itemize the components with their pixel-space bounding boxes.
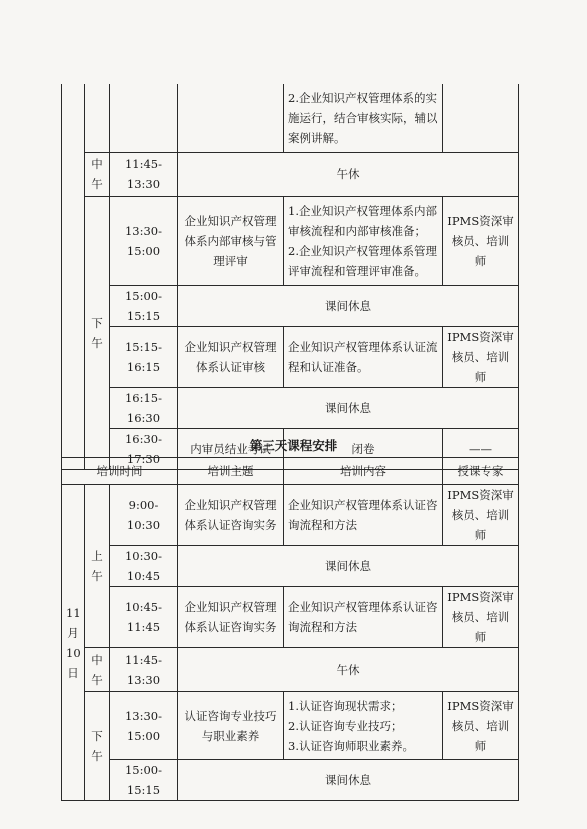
period-cell [85, 152, 110, 196]
topic-cell: 企业知识产权管理体系认证审核 [178, 326, 284, 387]
page-title: 第三天课程安排 [249, 438, 338, 453]
date-text: 日 [67, 665, 79, 680]
table-row [62, 648, 519, 692]
period-text: 中 [91, 157, 103, 171]
table-row [62, 485, 519, 546]
expert-cell: IPMS资深审核员、培训师 [443, 196, 519, 285]
header-cell: 培训内容 [284, 458, 443, 485]
header-cell: 授课专家 [443, 458, 519, 485]
expert-cell [443, 84, 519, 152]
period-cell [85, 84, 110, 152]
time-cell [110, 84, 178, 152]
table-row [62, 546, 519, 587]
expert-cell: IPMS资深审核员、培训师 [443, 692, 519, 760]
time-cell: 10:30-10:45 [110, 546, 178, 587]
date-text: 10 [66, 645, 81, 660]
period-text: 午 [91, 672, 103, 687]
date-cell [62, 84, 85, 469]
period-cell [85, 196, 110, 469]
lunch-break-cell: 午休 [178, 648, 519, 692]
expert-cell: IPMS资深审核员、培训师 [443, 587, 519, 648]
content-cell: 企业知识产权管理体系认证咨询流程和方法 [284, 587, 443, 648]
date-text: 月 [67, 625, 79, 640]
topic-cell: 内审员结业考试 [178, 428, 284, 469]
period-text: 午 [91, 335, 103, 350]
break-cell: 课间休息 [178, 285, 519, 326]
period-text: 下 [91, 729, 103, 743]
time-cell: 11:45-13:30 [110, 152, 178, 196]
content-text: 1.企业知识产权管理体系内部审核流程和内部审核准备； [288, 203, 437, 238]
table-row [62, 387, 519, 428]
table-row [62, 196, 519, 285]
date-cell [62, 485, 85, 801]
content-cell [284, 196, 443, 285]
content-text: 2.企业知识产权管理体系管理评审流程和管理评审准备。 [288, 243, 437, 278]
table-row [62, 84, 519, 152]
time-cell: 16:15-16:30 [110, 387, 178, 428]
topic-cell [178, 84, 284, 152]
period-text: 午 [91, 177, 103, 191]
header-cell: 培训主题 [178, 458, 284, 485]
table-row [62, 692, 519, 760]
time-cell: 16:30-17:30 [110, 428, 178, 469]
time-cell: 10:45-11:45 [110, 587, 178, 648]
period-cell [85, 485, 110, 648]
topic-cell: 企业知识产权管理体系认证咨询实务 [178, 587, 284, 648]
content-text: 企业知识产权管理体系认证流程和认证准备。 [288, 339, 438, 374]
time-cell: 15:15-16:15 [110, 326, 178, 387]
time-cell: 13:30-15:00 [110, 692, 178, 760]
content-text: 3.认证咨询师职业素养。 [288, 738, 414, 753]
date-text: 11 [66, 605, 81, 620]
content-cell [284, 692, 443, 760]
break-cell: 课间休息 [178, 760, 519, 801]
topic-cell: 企业知识产权管理体系认证咨询实务 [178, 485, 284, 546]
lunch-break-cell: 午休 [178, 152, 519, 196]
period-text: 中 [91, 652, 103, 667]
table-row [62, 326, 519, 387]
content-cell: 企业知识产权管理体系认证咨询流程和方法 [284, 485, 443, 546]
header-cell: 培训时间 [62, 458, 178, 485]
period-text: 上 [91, 549, 103, 563]
period-text: 下 [91, 315, 103, 330]
break-cell: 课间休息 [178, 387, 519, 428]
time-cell: 11:45-13:30 [110, 648, 178, 692]
table-row [62, 285, 519, 326]
time-cell: 9:00-10:30 [110, 485, 178, 546]
schedule-table-day2 [61, 84, 519, 470]
content-cell: 闭卷 [284, 428, 443, 469]
table-header-row [62, 458, 519, 485]
content-cell [284, 326, 443, 387]
table-row [62, 152, 519, 196]
time-cell: 13:30-15:00 [110, 196, 178, 285]
table-row [62, 587, 519, 648]
time-cell: 15:00-15:15 [110, 285, 178, 326]
schedule-table-day3 [61, 457, 519, 801]
period-text: 午 [91, 569, 103, 583]
table-row [62, 760, 519, 801]
expert-cell: IPMS资深审核员、培训师 [443, 485, 519, 546]
topic-cell: 认证咨询专业技巧与职业素养 [178, 692, 284, 760]
break-cell: 课间休息 [178, 546, 519, 587]
period-cell [85, 648, 110, 692]
expert-cell: IPMS资深审核员、培训师 [443, 326, 519, 387]
content-text: 2.企业知识产权管理体系的实施运行，结合审核实际，辅以案例讲解。 [288, 90, 438, 145]
content-cell [284, 84, 443, 152]
topic-cell: 企业知识产权管理体系内部审核与管理评审 [178, 196, 284, 285]
period-text: 午 [91, 749, 103, 763]
content-text: 2.认证咨询专业技巧； [288, 718, 403, 733]
expert-cell: —— [443, 428, 519, 469]
time-cell: 15:00-15:15 [110, 760, 178, 801]
period-cell [85, 692, 110, 801]
content-text: 1.认证咨询现状需求； [288, 698, 403, 713]
